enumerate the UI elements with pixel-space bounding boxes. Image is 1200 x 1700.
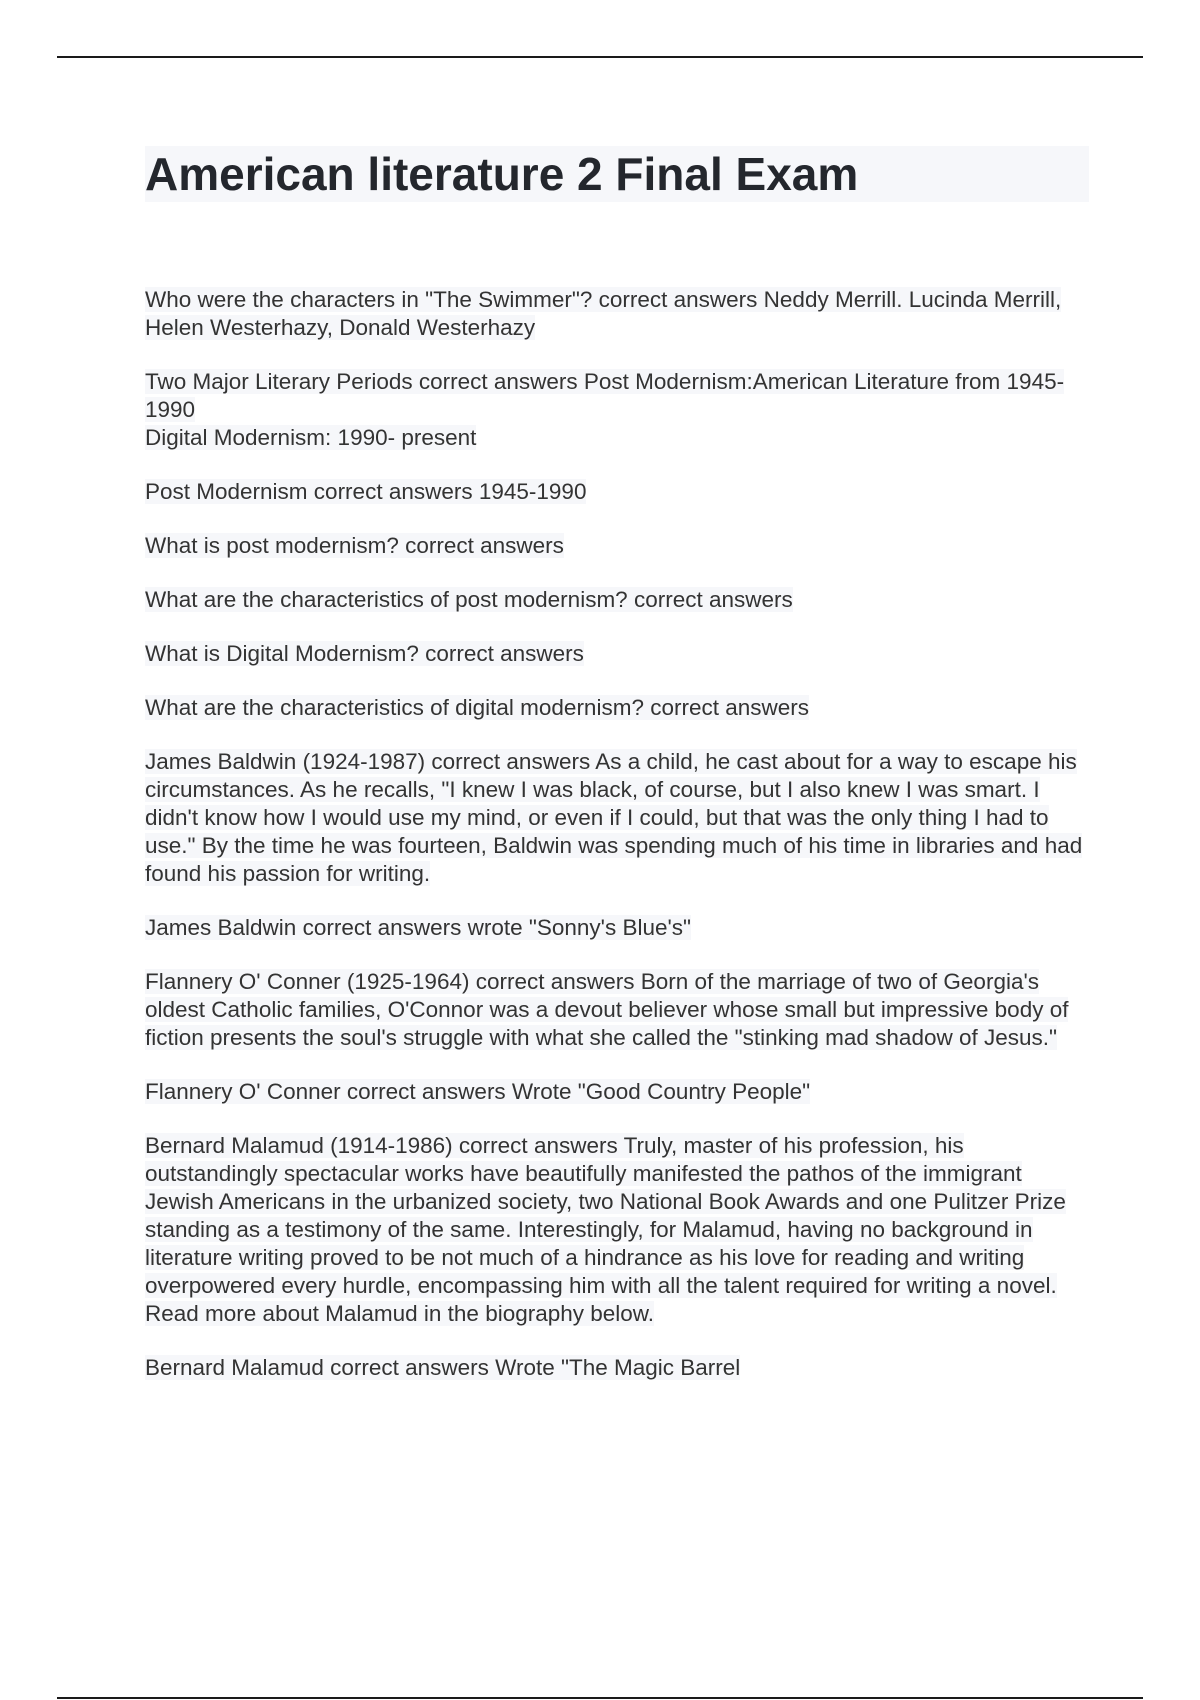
qa-text: What is post modernism? correct answers xyxy=(145,533,564,558)
qa-text: Flannery O' Conner correct answers Wrote "Good Country People" xyxy=(145,1079,811,1104)
qa-item xyxy=(145,968,1089,1052)
qa-item xyxy=(145,1354,1089,1382)
qa-text: James Baldwin correct answers wrote "Sonny's Blue's" xyxy=(145,915,692,940)
qa-text: What are the characteristics of digital modernism? correct answers xyxy=(145,695,810,720)
top-rule xyxy=(57,56,1143,58)
bottom-rule xyxy=(57,1697,1143,1699)
qa-item xyxy=(145,748,1089,888)
qa-item xyxy=(145,1078,1089,1106)
qa-item xyxy=(145,586,1089,614)
qa-item xyxy=(145,478,1089,506)
qa-item xyxy=(145,368,1089,452)
qa-item xyxy=(145,694,1089,722)
qa-item xyxy=(145,914,1089,942)
qa-text-line2: Digital Modernism: 1990- present xyxy=(145,425,477,450)
qa-text: Bernard Malamud correct answers Wrote "The Magic Barrel xyxy=(145,1355,741,1380)
qa-text: Bernard Malamud (1914-1986) correct answers Truly, master of his profession, his outstandingly spectacular works have beautifully manifested the pathos of the immigrant Jewish Americans in the urbanized society, two National Book Awards and one Pulitzer Prize standing as a testimony of the same. Interestingly, for Malamud, having no background in literature writing proved to be not much of a hindrance as his love for reading and writing overpowered every hurdle, encompassing him with all the talent required for writing a novel. Read more about Malamud in the biography below. xyxy=(145,1133,1066,1326)
qa-item xyxy=(145,532,1089,560)
qa-text: Flannery O' Conner (1925-1964) correct answers Born of the marriage of two of Georgia's oldest Catholic families, O'Connor was a devout believer whose small but impressive body of fiction presents the soul's struggle with what she called the "stinking mad shadow of Jesus." xyxy=(145,969,1069,1050)
qa-item xyxy=(145,1132,1089,1328)
qa-list xyxy=(145,286,1089,1382)
qa-text: What is Digital Modernism? correct answers xyxy=(145,641,584,666)
qa-item xyxy=(145,640,1089,668)
qa-text: Post Modernism correct answers 1945-1990 xyxy=(145,479,587,504)
page-title: American literature 2 Final Exam xyxy=(145,146,1089,202)
qa-text: Two Major Literary Periods correct answers Post Modernism:American Literature from 1945-1990 xyxy=(145,369,1065,422)
qa-text: James Baldwin (1924-1987) correct answers As a child, he cast about for a way to escape his circumstances. As he recalls, "I knew I was black, of course, but I also knew I was smart. I didn't know how I would use my mind, or even if I could, but that was the only thing I had to use." By the time he was fourteen, Baldwin was spending much of his time in libraries and had found his passion for writing. xyxy=(145,749,1083,886)
qa-item xyxy=(145,286,1089,342)
qa-text: Who were the characters in "The Swimmer"? correct answers Neddy Merrill. Lucinda Merrill, Helen Westerhazy, Donald Westerhazy xyxy=(145,287,1062,340)
document-body xyxy=(145,146,1089,1408)
qa-text: What are the characteristics of post modernism? correct answers xyxy=(145,587,793,612)
